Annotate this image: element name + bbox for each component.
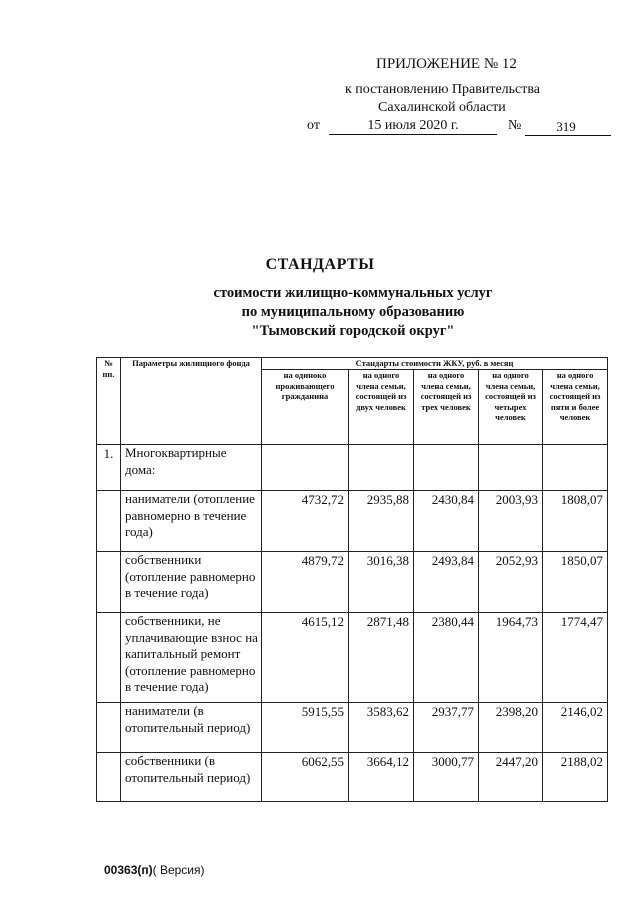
row-label: собственники (отопление равномерно в течение года) <box>121 552 262 613</box>
decree-reference <box>307 118 607 138</box>
document-code: 00363(п) <box>104 863 153 877</box>
subheader-five: на одного члена семьи, состоящей из пяти и более человек <box>543 370 608 445</box>
subheader-three: на одного члена семьи, состоящей из трех человек <box>414 370 479 445</box>
value-cell: 2188,02 <box>543 753 608 802</box>
appendix-label: ПРИЛОЖЕНИЕ № 12 <box>376 56 517 72</box>
reference-line-1: к постановлению Правительства <box>345 82 541 97</box>
reference-line-2: Сахалинской области <box>378 100 506 115</box>
table-row <box>97 613 608 703</box>
value-cell: 4615,12 <box>262 613 349 703</box>
document-title: СТАНДАРТЫ <box>265 256 375 273</box>
header-group: Стандарты стоимости ЖКУ, руб. в месяц <box>262 358 608 370</box>
value-cell: 4879,72 <box>262 552 349 613</box>
value-cell: 2398,20 <box>479 703 543 753</box>
header-number: № пп. <box>97 358 121 445</box>
decree-number: 319 <box>525 118 611 136</box>
subheader-four: на одного члена семьи, состоящей из четырех человек <box>479 370 543 445</box>
row-label: собственники (в отопительный период) <box>121 753 262 802</box>
value-cell: 2003,93 <box>479 491 543 552</box>
subheader-two: на одного члена семьи, состоящей из двух человек <box>349 370 414 445</box>
table-row <box>97 703 608 753</box>
value-cell: 4732,72 <box>262 491 349 552</box>
value-cell: 1964,73 <box>479 613 543 703</box>
table-row <box>97 552 608 613</box>
value-cell: 2380,44 <box>414 613 479 703</box>
value-cell: 3000,77 <box>414 753 479 802</box>
value-cell: 1808,07 <box>543 491 608 552</box>
value-cell: 1850,07 <box>543 552 608 613</box>
value-cell: 1774,47 <box>543 613 608 703</box>
subtitle-line-2: по муниципальному образованию <box>241 304 465 320</box>
value-cell: 2430,84 <box>414 491 479 552</box>
document-footer <box>104 863 205 877</box>
row-label: наниматели (отопление равномерно в течение года) <box>121 491 262 552</box>
value-cell: 3664,12 <box>349 753 414 802</box>
table-row <box>97 491 608 552</box>
value-cell: 5915,55 <box>262 703 349 753</box>
row-label: собственники, не уплачивающие взнос на капитальный ремонт (отопление равномерно в течение года) <box>121 613 262 703</box>
value-cell: 2493,84 <box>414 552 479 613</box>
decree-date: 15 июля 2020 г. <box>329 118 497 135</box>
row-index: 1. <box>97 445 121 491</box>
value-cell: 2052,93 <box>479 552 543 613</box>
number-label: № <box>508 118 522 133</box>
row-label: наниматели (в отопительный период) <box>121 703 262 753</box>
standards-table <box>96 357 608 802</box>
header-params: Параметры жилищного фонда <box>121 358 262 445</box>
value-cell: 2146,02 <box>543 703 608 753</box>
value-cell: 2935,88 <box>349 491 414 552</box>
table-row <box>97 445 608 491</box>
from-label: от <box>307 118 320 133</box>
subheader-single: на одиноко проживающего гражданина <box>262 370 349 445</box>
value-cell: 2447,20 <box>479 753 543 802</box>
subtitle-line-3: "Тымовский городской округ" <box>251 323 455 339</box>
value-cell: 3583,62 <box>349 703 414 753</box>
subtitle-line-1: стоимости жилищно-коммунальных услуг <box>213 285 493 301</box>
value-cell: 2871,48 <box>349 613 414 703</box>
section-label: Многоквартирные дома: <box>121 445 262 491</box>
value-cell: 3016,38 <box>349 552 414 613</box>
version-label: ( Версия) <box>152 863 205 877</box>
table-row <box>97 753 608 802</box>
value-cell: 6062,55 <box>262 753 349 802</box>
value-cell: 2937,77 <box>414 703 479 753</box>
